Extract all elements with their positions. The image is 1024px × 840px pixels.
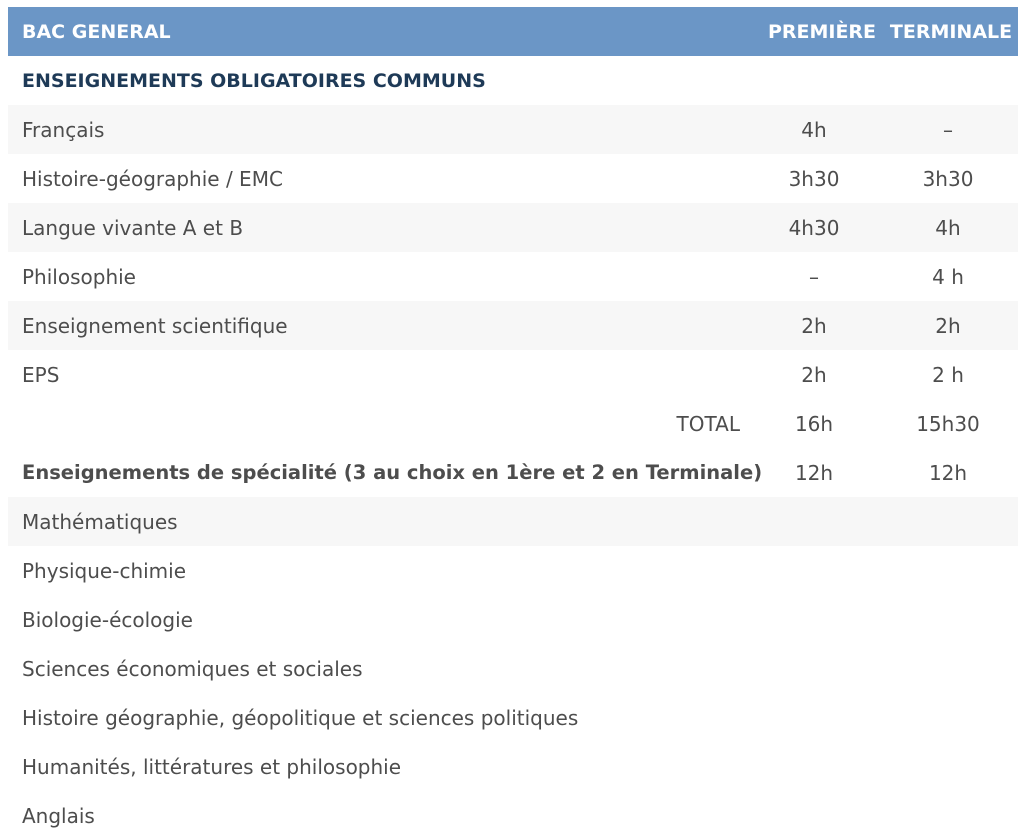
subject-cell: Enseignement scientifique (22, 313, 288, 338)
section-title: ENSEIGNEMENTS OBLIGATOIRES COMMUNS (22, 69, 486, 92)
specialty-premiere: 12h (794, 460, 834, 485)
subject-cell: Histoire-géographie / EMC (22, 166, 283, 191)
list-item (8, 644, 1018, 693)
terminale-cell: 4h (935, 215, 961, 240)
terminale-cell: 2 h (932, 362, 964, 387)
premiere-cell: 4h (801, 117, 827, 142)
specialty-subject: Mathématiques (22, 509, 178, 534)
premiere-cell: 2h (801, 362, 827, 387)
list-item (8, 595, 1018, 644)
subject-cell: Philosophie (22, 264, 136, 289)
subject-cell: Français (22, 117, 105, 142)
total-premiere: 16h (794, 411, 834, 436)
premiere-cell: 3h30 (788, 166, 840, 191)
table-row (8, 105, 1018, 154)
list-item (8, 497, 1018, 546)
table-header (8, 7, 1018, 56)
total-label: TOTAL (676, 411, 740, 436)
header-terminale: TERMINALE (889, 20, 1013, 43)
table-row (8, 203, 1018, 252)
list-item (8, 791, 1018, 840)
list-item (8, 742, 1018, 791)
specialty-row (8, 448, 1018, 497)
subject-cell: Langue vivante A et B (22, 215, 244, 240)
specialty-terminale: 12h (928, 460, 968, 485)
specialty-label: Enseignements de spécialité (3 au choix en 1ère et 2 en Terminale) (22, 461, 763, 484)
premiere-cell: 4h30 (788, 215, 840, 240)
section-row-common (8, 56, 1018, 105)
total-terminale: 15h30 (916, 411, 980, 436)
table-row (8, 154, 1018, 203)
premiere-cell: 2h (801, 313, 827, 338)
table-row (8, 301, 1018, 350)
header-title: BAC GENERAL (22, 20, 171, 43)
table-row (8, 350, 1018, 399)
terminale-cell: – (943, 117, 953, 142)
list-item (8, 693, 1018, 742)
curriculum-table (8, 7, 1018, 840)
table-row (8, 252, 1018, 301)
specialty-subject: Histoire géographie, géopolitique et sciences politiques (22, 705, 579, 730)
terminale-cell: 2h (935, 313, 961, 338)
header-premiere: PREMIÈRE (767, 20, 877, 43)
total-row (8, 399, 1018, 448)
terminale-cell: 3h30 (922, 166, 974, 191)
specialty-subject: Physique-chimie (22, 558, 187, 583)
specialty-subject: Humanités, littératures et philosophie (22, 754, 402, 779)
specialty-subject: Biologie-écologie (22, 607, 193, 632)
premiere-cell: – (809, 264, 819, 289)
specialty-subject: Anglais (22, 803, 95, 828)
specialty-subject: Sciences économiques et sociales (22, 656, 363, 681)
terminale-cell: 4 h (932, 264, 964, 289)
list-item (8, 546, 1018, 595)
subject-cell: EPS (22, 362, 60, 387)
